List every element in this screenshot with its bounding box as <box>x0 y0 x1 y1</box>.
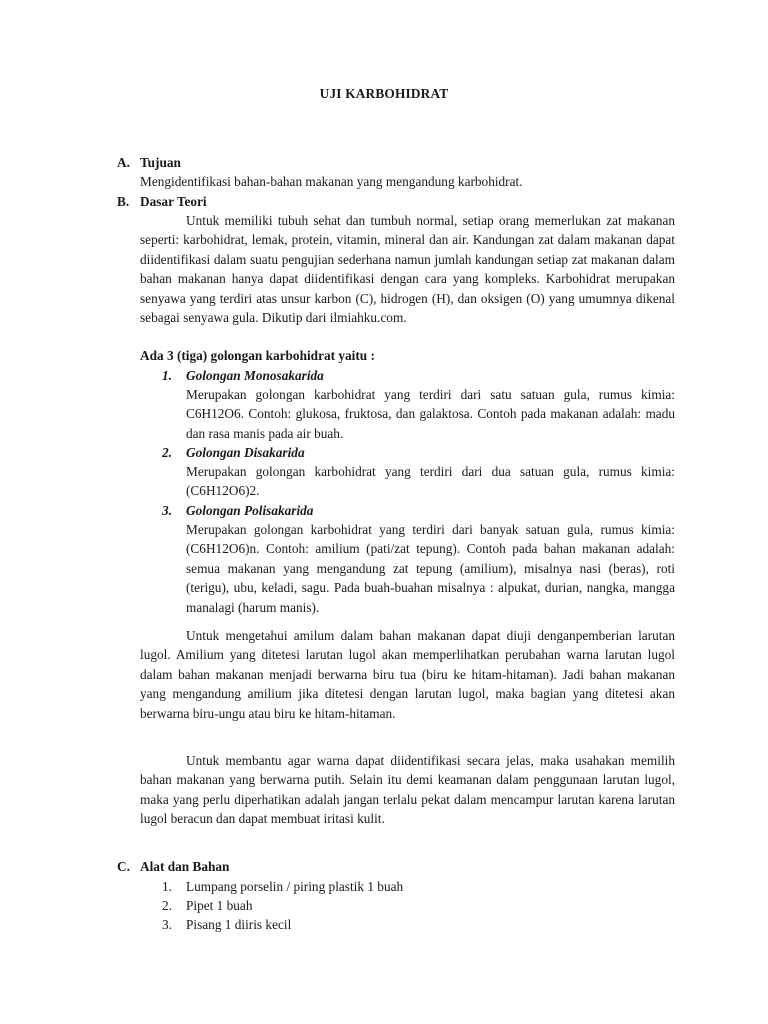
group-2-body <box>186 462 675 501</box>
document-title: UJI KARBOHIDRAT <box>319 86 449 101</box>
group-2-number: 2. <box>162 445 172 460</box>
group-3-number: 3. <box>162 503 172 518</box>
groups-heading: Ada 3 (tiga) golongan karbohidrat yaitu : <box>140 348 375 363</box>
group-2-text: Merupakan golongan karbohidrat yang terdiri dari dua satuan gula, rumus kimia: (C6H12O6)2. <box>186 464 675 499</box>
item-1-text: Lumpang porselin / piring plastik 1 buah <box>186 879 404 894</box>
color-paragraph <box>140 751 675 829</box>
item-2-text: Pipet 1 buah <box>186 898 253 913</box>
group-1-body <box>186 385 675 443</box>
item-2-number: 2. <box>162 898 172 913</box>
group-1-text: Merupakan golongan karbohidrat yang terdiri dari satu satuan gula, rumus kimia: C6H12O6. Contoh: glukosa, fruktosa, dan galaktosa. Contoh pada makanan adalah: madu dan rasa manis pada air buah. <box>186 387 675 441</box>
group-1-name: Golongan Monosakarida <box>186 368 324 383</box>
item-3-number: 3. <box>162 917 172 932</box>
section-c-letter: C. <box>117 859 130 874</box>
lugol-text: Untuk mengetahui amilum dalam bahan makanan dapat diuji denganpemberian larutan lugol. Amilium yang ditetesi larutan lugol akan memperlihatkan perubahan warna larutan lugol dalam bahan makanan menjadi berwarna biru tua (biru ke hitam-hitaman). Jadi bahan makanan yang mengandung amilium jika ditetesi dengan larutan lugol, maka bagian yang ditetesi akan berwarna biru-ungu atau biru ke hitam-hitaman. <box>140 628 675 721</box>
section-a-heading: Tujuan <box>140 155 181 170</box>
section-c-heading: Alat dan Bahan <box>140 859 230 874</box>
item-3-text: Pisang 1 diiris kecil <box>186 917 292 932</box>
section-a-letter: A. <box>117 155 130 170</box>
lugol-paragraph <box>140 626 675 723</box>
section-b-letter: B. <box>117 194 130 209</box>
group-3-name: Golongan Polisakarida <box>186 503 314 518</box>
group-3-body <box>186 520 675 617</box>
group-1-number: 1. <box>162 368 172 383</box>
group-2-name: Golongan Disakarida <box>186 445 305 460</box>
intro-paragraph: Untuk memiliki tubuh sehat dan tumbuh normal, setiap orang memerlukan zat makanan seperti: karbohidrat, lemak, protein, vitamin, mineral dan air. Kandungan zat dalam makanan dapat diidentifikasi dalam suatu pengujian sederhana namun jumlah kandungan setiap zat makanan dalam bahan makanan hanya dapat diidentifikasi dengan cara yang kompleks. Karbohidrat merupakan senyawa yang terdiri atas unsur karbon (C), hidrogen (H), dan oksigen (O) yang umumnya dikenal sebagai senyawa gula. Dikutip dari ilmiahku.com. <box>140 213 675 326</box>
section-b-intro <box>140 211 675 327</box>
color-text: Untuk membantu agar warna dapat diidentifikasi secara jelas, maka usahakan memilih bahan makanan yang berwarna putih. Selain itu demi keamanan dalam penggunaan larutan lugol, maka yang perlu diperhatikan adalah jangan terlalu pekat dalam mencampur larutan karena larutan lugol beracun dan dapat membuat iritasi kulit. <box>140 753 675 827</box>
group-3-text: Merupakan golongan karbohidrat yang terdiri dari banyak satuan gula, rumus kimia: (C6H12O6)n. Contoh: amilium (pati/zat tepung). Contoh pada bahan makanan adalah: semua makanan yang mengandung zat tepung (amilium), misalnya nasi (beras), roti (terigu), ubu, keladi, sagu. Pada buah-buahan misalnya : alpukat, durian, nangka, mangga manalagi (harum manis). <box>186 522 675 615</box>
section-a-text: Mengidentifikasi bahan-bahan makanan yang mengandung karbohidrat. <box>140 174 523 189</box>
item-1-number: 1. <box>162 879 172 894</box>
section-b-heading: Dasar Teori <box>140 194 207 209</box>
